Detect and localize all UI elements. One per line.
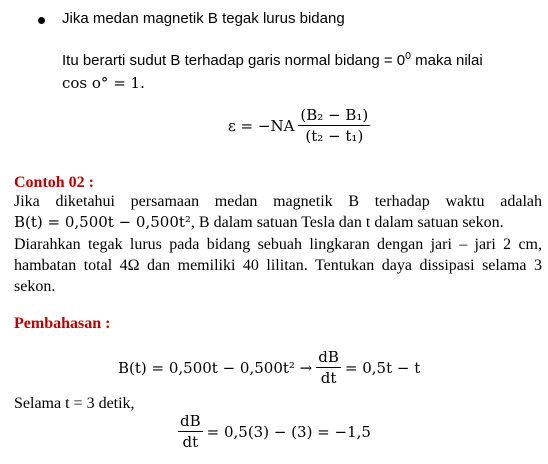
fraction-bar: [178, 431, 203, 432]
example-heading: Contoh 02 :: [14, 174, 95, 191]
example-para-line-1: Jika diketahui persamaan medan magnetik B terhadap waktu adalah: [14, 193, 542, 210]
fraction-bar: [316, 367, 341, 368]
derivative-denominator: dt: [320, 369, 337, 387]
evaluation-equation: [178, 412, 371, 451]
explanation-line-2: cos o° = 1.: [62, 74, 145, 92]
explanation-text-end: maka nilai: [410, 52, 483, 69]
bullet-point: [38, 17, 45, 24]
example-para-rest: Diarahkan tegak lurus pada bidang sebuah lingkaran dengan jari – jari 2 cm, hambatan total 4Ω dan memiliki 40 lilitan. Tentukan daya dissipasi selama 3 sekon.: [14, 236, 542, 295]
derivative-equation: [118, 348, 420, 387]
emf-fraction: [298, 106, 370, 145]
emf-numerator: (B₂ − B₁): [300, 106, 369, 124]
evaluation-rhs: = 0,5(3) − (3) = −1,5: [206, 422, 371, 441]
example-para-line-2: [14, 213, 504, 232]
explanation-degree: 0: [405, 50, 411, 62]
explanation-text: Itu berarti sudut B terhadap garis normal bidang = 0: [62, 52, 406, 69]
emf-formula-lhs: ε = −NA: [228, 116, 295, 135]
evaluation-fraction: [178, 412, 203, 451]
solution-heading: Pembahasan :: [14, 315, 111, 332]
derivative-fraction: [316, 348, 341, 387]
derivative-numerator: dB: [318, 348, 339, 366]
bullet-text: Jika medan magnetik B tegak lurus bidang: [62, 10, 345, 27]
evaluation-denominator: dt: [182, 433, 199, 451]
emf-denominator: (t₂ − t₁): [305, 127, 364, 145]
derivative-rhs: = 0,5t − t: [344, 358, 421, 377]
evaluation-numerator: dB: [180, 412, 201, 430]
emf-formula: [228, 106, 370, 145]
explanation-line-1: [62, 50, 483, 69]
derivative-lhs: B(t) = 0,500t − 0,500t² →: [118, 358, 313, 377]
example-field-equation: B(t) = 0,500t − 0,500t²: [14, 213, 191, 231]
fraction-bar: [298, 125, 370, 126]
during-text: Selama t = 3 detik,: [14, 395, 135, 412]
example-units-text: , B dalam satuan Tesla dan t dalam satuan sekon.: [190, 214, 504, 231]
